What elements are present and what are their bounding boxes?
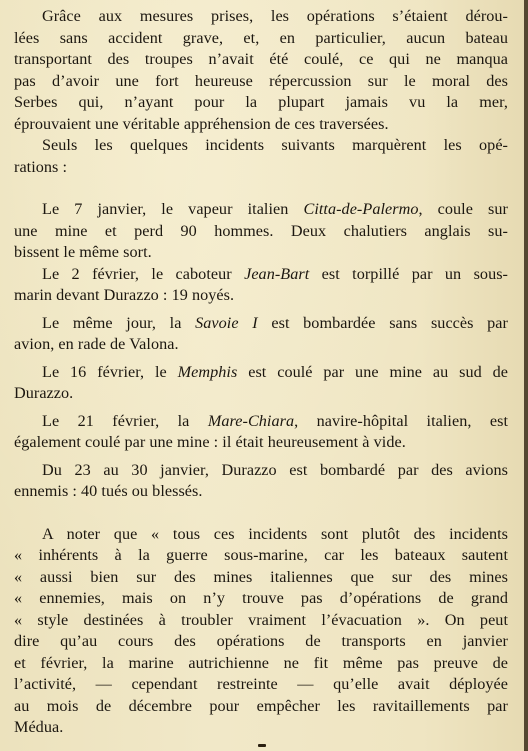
text-run: Le 2 février, le caboteur [42, 264, 245, 283]
text-line: Grâce aux mesures prises, les opérations s’étaient dérou- [42, 7, 508, 25]
text-line: au mois de décembre pour empêcher les ravitaillements par [14, 696, 508, 715]
text-line: « aussi bien sur des mines italiennes que sur des mines [14, 567, 508, 586]
spacer [14, 178, 508, 199]
text-line: marin devant Durazzo : 19 noyés. [14, 286, 235, 304]
paragraph-crossings-summary [14, 6, 508, 135]
text-line: éprouvaient une véritable appréhension de ces traversées. [14, 114, 389, 133]
incident-jean-bart [14, 264, 508, 307]
text-line: avion, en rade de Valona. [14, 335, 179, 353]
text-line: pas d’avoir une fort heureuse répercussion sur le moral des [14, 71, 508, 90]
text-line: Durazzo. [14, 384, 74, 402]
text-line: Serbes qui, n’ayant pour la plupart jamais vu la mer, [14, 93, 508, 111]
page-number-mark [258, 744, 266, 747]
text-line [14, 411, 508, 433]
text-line [14, 362, 508, 384]
text-line: Médua. [14, 718, 64, 736]
incident-citta-de-palermo [14, 199, 508, 264]
page-body [14, 6, 508, 739]
text-run: Le 21 février, la [42, 411, 208, 430]
ship-name: Savoie I [195, 313, 258, 332]
text-line: A noter que « tous ces incidents sont plutôt des incidents [42, 524, 508, 543]
text-line: Seuls les quelques incidents suivants marquèrent les opé- [42, 136, 508, 154]
text-line: « style destinées à troubler vraiment l’évacuation ». On peut [14, 610, 508, 629]
paragraph-incidents-intro [14, 135, 508, 178]
text-line: « ennemies, mais on n’y trouve pas d’opérations de grand [14, 589, 508, 607]
ship-name: Jean-Bart [244, 264, 310, 283]
ship-name: Citta-de-Palermo [303, 200, 419, 218]
text-run: Le 7 janvier, le vapeur italien [42, 200, 304, 218]
page-edge-shadow [524, 0, 528, 751]
ship-name: Mare-Chiara [207, 411, 295, 430]
text-line: également coulé par une mine : il était heureusement à vide. [14, 433, 406, 451]
text-line [14, 264, 508, 286]
text-line: dire qu’au cours des opérations de transports en janvier [14, 632, 508, 650]
text-line: Du 23 au 30 janvier, Durazzo est bombardé par des avions [42, 460, 508, 479]
text-run: , navire-hôpital italien, est [294, 411, 508, 430]
text-line: bissent le même sort. [14, 243, 152, 261]
text-run: est torpillé par un sous- [309, 264, 508, 283]
text-run: Le 16 février, le [42, 362, 178, 381]
paragraph-quoted-assessment [14, 524, 508, 739]
incident-durazzo-bombing [14, 460, 508, 503]
text-line: « inhérents à la guerre sous-marine, car les bateaux sautent [14, 546, 508, 564]
text-line: une mine et perd 90 hommes. Deux chalutiers anglais su- [14, 221, 508, 240]
incident-memphis [14, 362, 508, 405]
text-line [14, 313, 508, 335]
text-line: l’activité, — cependant restreinte — qu’elle avait déployée [14, 675, 508, 693]
text-line: lées sans accident grave, et, en particulier, aucun bateau [14, 28, 508, 47]
incident-mare-chiara [14, 411, 508, 454]
text-run: est coulé par une mine au sud de [237, 362, 509, 381]
text-line: et février, la marine autrichienne ne fit même pas preuve de [14, 653, 508, 672]
text-run: Le même jour, la [42, 313, 196, 332]
spacer [14, 503, 508, 524]
text-line: transportant des troupes n’avait été coulé, ce qui ne manqua [14, 50, 508, 68]
text-run: est bombardée sans succès par [257, 313, 508, 332]
text-line: ennemis : 40 tués ou blessés. [14, 482, 203, 500]
text-line: rations : [14, 157, 68, 176]
ship-name: Memphis [177, 362, 238, 381]
text-line [14, 199, 508, 221]
text-run: , coule sur [418, 200, 508, 218]
incident-savoie [14, 313, 508, 356]
